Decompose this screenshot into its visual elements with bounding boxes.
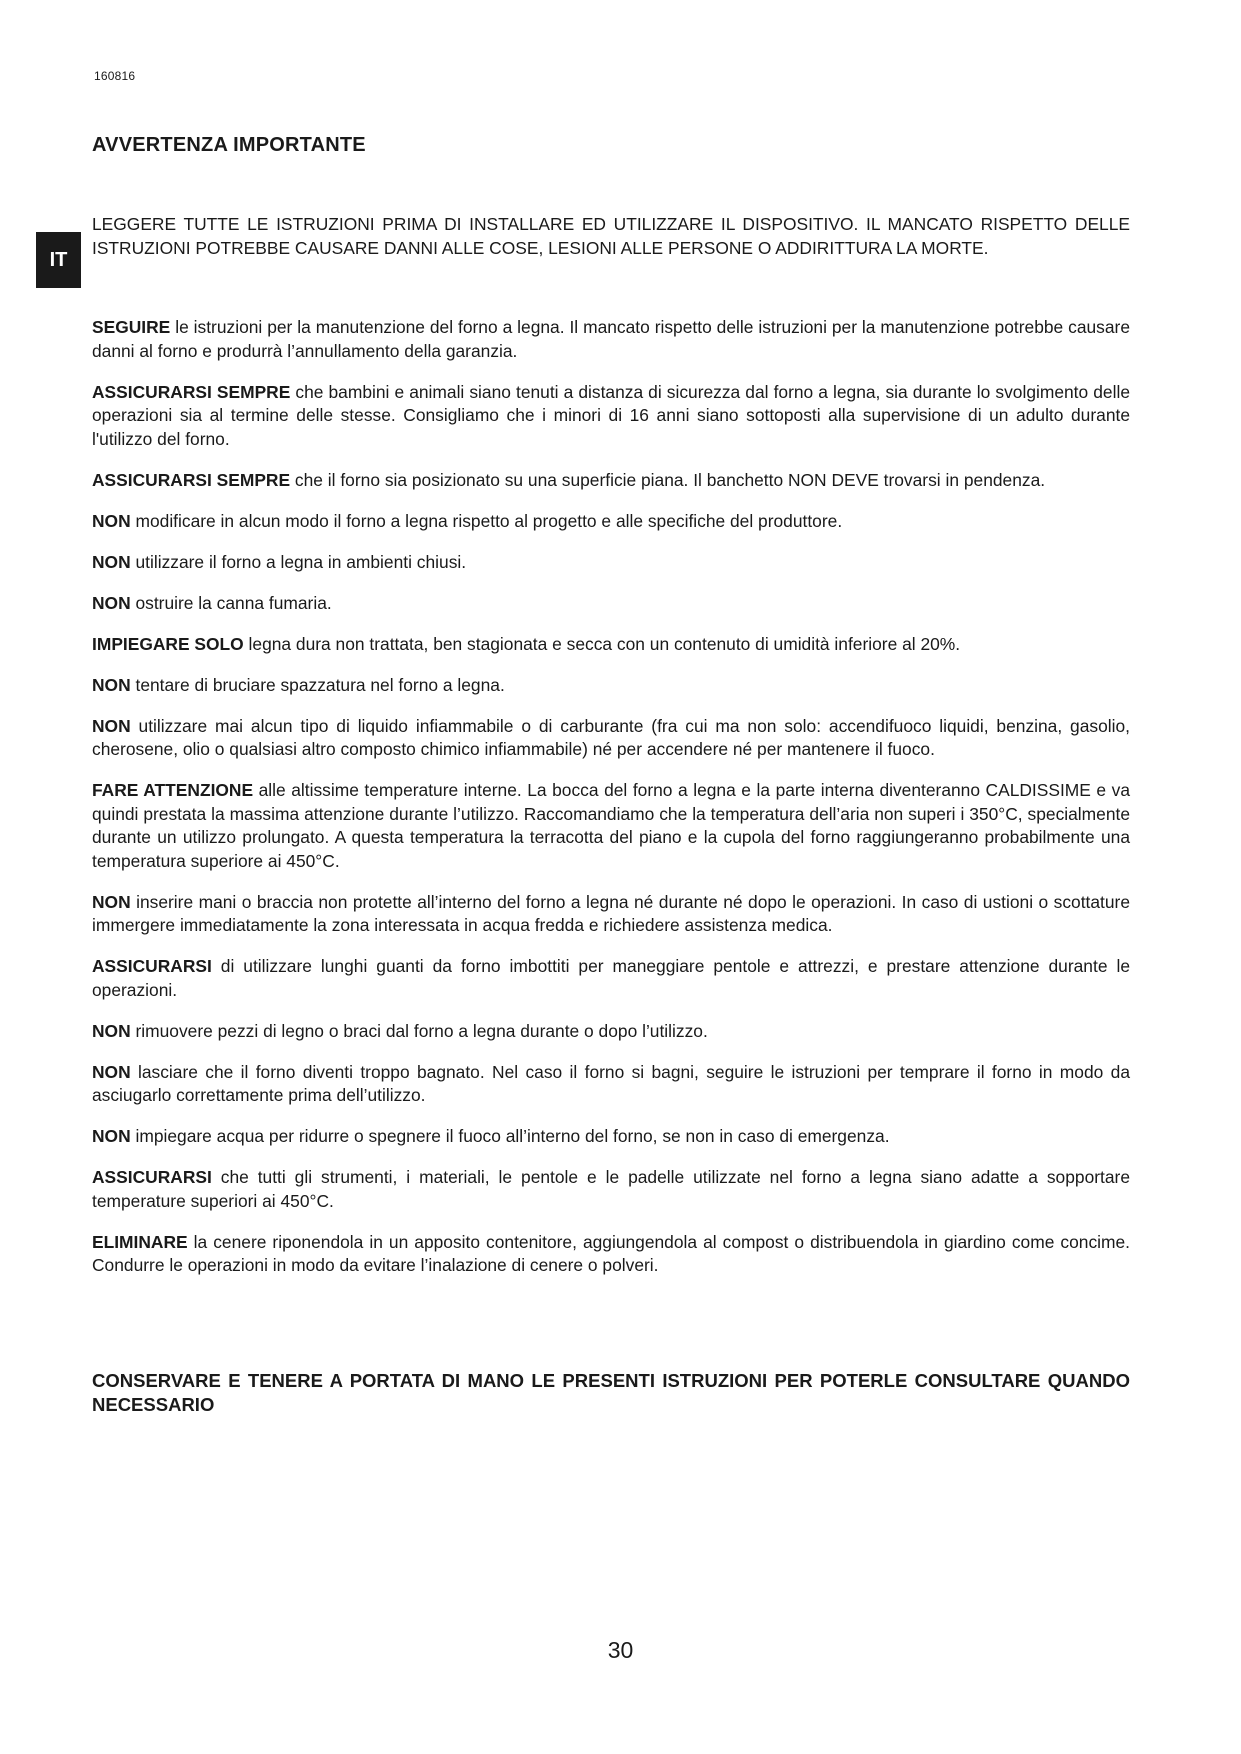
closing-notice: CONSERVARE E TENERE A PORTATA DI MANO LE PRESENTI ISTRUZIONI PER POTERLE CONSULTARE QUANDO NECESSARIO [92,1370,1130,1415]
rule-text: modificare in alcun modo il forno a legna rispetto al progetto e alle specifiche del produttore. [130,510,843,531]
rule-text: inserire mani o braccia non protette all’interno del forno a legna né durante né dopo le operazioni. In caso di ustioni o scottature immergere immediatamente la zona interessata in acqua fredda e richiedere assistenza medica. [92,891,1130,935]
rule-item [92,469,1130,493]
rule-item [92,551,1130,575]
rule-lead: NON [92,510,131,531]
page-title: AVVERTENZA IMPORTANTE [92,134,366,156]
rule-lead: ELIMINARE [92,1231,188,1252]
rule-lead: FARE ATTENZIONE [92,780,254,800]
rule-item [92,715,1130,762]
rule-lead: NON [92,1126,131,1146]
rule-text: rimuovere pezzi di legno o braci dal forno a legna durante o dopo l’utilizzo. [130,1020,708,1041]
rule-lead: NON [92,1020,131,1041]
rule-item [92,955,1130,1002]
rule-lead: NON [92,592,131,613]
rule-text: utilizzare il forno a legna in ambienti chiusi. [130,551,467,572]
rule-text: che tutti gli strumenti, i materiali, le pentole e le padelle utilizzate nel forno a legna siano adatte a sopportare temperature superiori ai 450°C. [92,1167,1130,1211]
rule-lead: SEGUIRE [92,317,171,337]
rule-text: tentare di bruciare spazzatura nel forno a legna. [130,674,505,695]
rule-lead: NON [92,674,131,695]
rule-lead: IMPIEGARE SOLO [92,633,244,654]
rule-item [92,592,1130,616]
warning-paragraph: LEGGERE TUTTE LE ISTRUZIONI PRIMA DI INSTALLARE ED UTILIZZARE IL DISPOSITIVO. IL MANCATO RISPETTO DELLE ISTRUZIONI POTREBBE CAUSARE DANNI ALLE COSE, LESIONI ALLE PERSONE O ADDIRITTURA LA MORTE. [92,214,1130,258]
page-number: 30 [607,1637,634,1663]
rule-text: le istruzioni per la manutenzione del forno a legna. Il mancato rispetto delle istruzioni per la manutenzione potrebbe causare danni al forno e produrrà l’annullamento della garanzia. [92,317,1130,361]
rule-item [92,316,1130,363]
rule-lead: NON [92,1061,131,1082]
rule-text: alle altissime temperature interne. La bocca del forno a legna e la parte interna diventeranno CALDISSIME e va quindi prestata la massima attenzione durante l’utilizzo. Raccomandiamo che la temperatura dell’aria non superi i 350°C, specialmente durante un utilizzo prolungato. A questa temperatura la terracotta del piano e la cupola del forno raggiungeranno probabilmente una temperatura superiore ai 450°C. [92,780,1130,871]
rule-lead: ASSICURARSI SEMPRE [92,469,291,490]
rule-item [92,891,1130,938]
rule-item [92,510,1130,534]
rule-lead: ASSICURARSI SEMPRE [92,381,291,402]
rule-lead: ASSICURARSI [92,1167,212,1187]
rule-lead: NON [92,891,131,912]
safety-rules-list [92,316,1130,1295]
rule-text: che bambini e animali siano tenuti a distanza di sicurezza dal forno a legna, sia durante lo svolgimento delle operazioni sia al termine delle stesse. Consigliamo che i minori di 16 anni siano sottoposti alla supervisione di un adulto durante l'utilizzo del forno. [92,381,1130,449]
rule-text: ostruire la canna fumaria. [130,592,332,613]
rule-item [92,674,1130,698]
rule-text: di utilizzare lunghi guanti da forno imbottiti per maneggiare pentole e attrezzi, e prestare attenzione durante le operazioni. [92,956,1130,1000]
rule-item [92,1231,1130,1278]
rule-text: lasciare che il forno diventi troppo bagnato. Nel caso il forno si bagni, seguire le istruzioni per temprare il forno in modo da asciugarlo correttamente prima dell’utilizzo. [92,1061,1130,1105]
rule-lead: NON [92,551,131,572]
rule-text: che il forno sia posizionato su una superficie piana. Il banchetto NON DEVE trovarsi in pendenza. [290,469,1046,490]
rule-text: impiegare acqua per ridurre o spegnere il fuoco all’interno del forno, se non in caso di emergenza. [130,1126,890,1146]
rule-item [92,1166,1130,1213]
language-tab: IT [36,232,81,288]
document-code: 160816 [94,69,136,83]
rule-item [92,1125,1130,1149]
rule-item [92,1061,1130,1108]
rule-item [92,633,1130,657]
rule-item [92,381,1130,452]
rule-text: legna dura non trattata, ben stagionata e secca con un contenuto di umidità inferiore al 20%. [243,633,961,654]
rule-item [92,1020,1130,1044]
rule-lead: NON [92,715,131,736]
rule-lead: ASSICURARSI [92,956,212,976]
rule-text: utilizzare mai alcun tipo di liquido infiammabile o di carburante (fra cui ma non solo: accendifuoco liquidi, benzina, gasolio, cherosene, olio o qualsiasi altro composto chimico infiammabile) né per accendere né per mantenere il fuoco. [92,715,1130,759]
rule-item [92,779,1130,873]
rule-text: la cenere riponendola in un apposito contenitore, aggiungendola al compost o distribuendola in giardino come concime. Condurre le operazioni in modo da evitare l’inalazione di cenere o polveri. [92,1231,1130,1275]
